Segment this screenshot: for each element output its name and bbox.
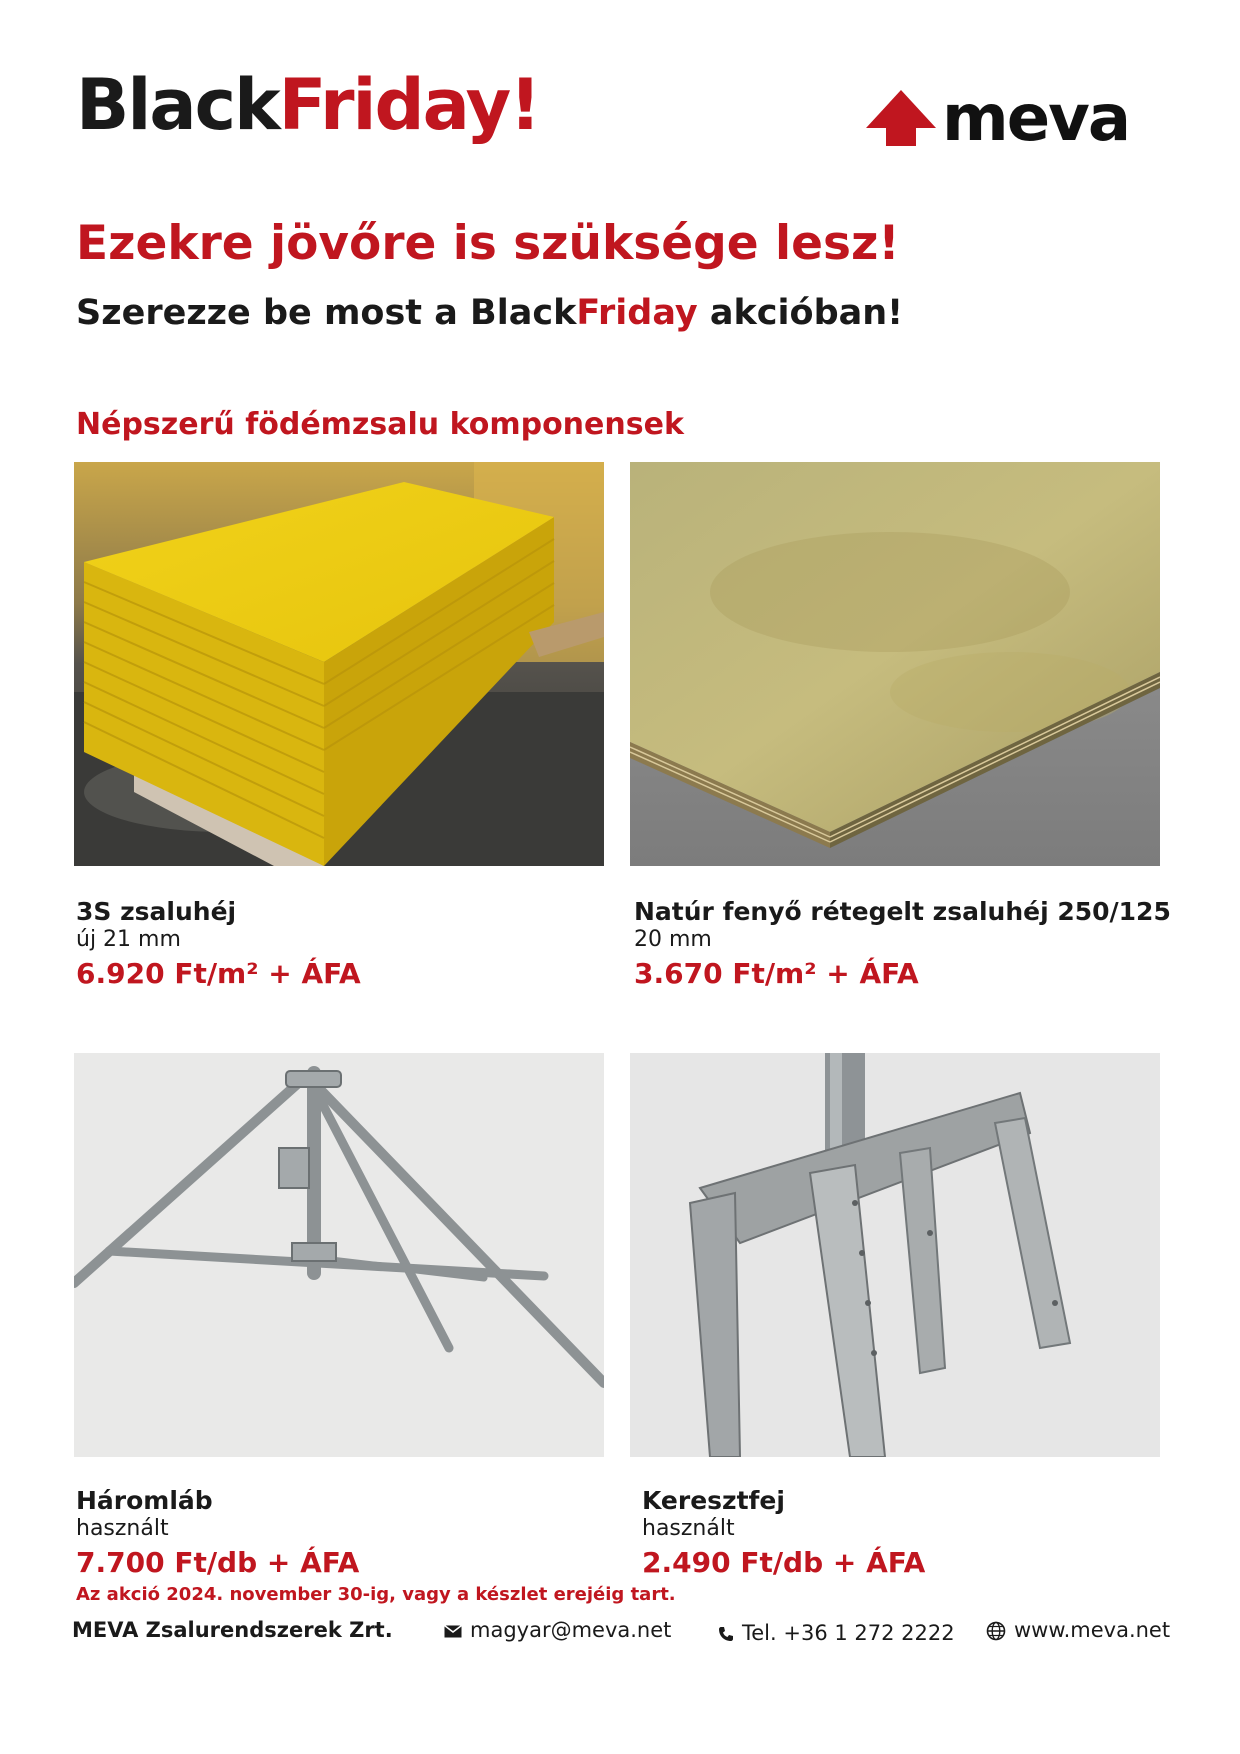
footer-phone[interactable] xyxy=(718,1620,955,1647)
section-title: Népszerű födémzsalu komponensek xyxy=(76,407,684,442)
product-name: Keresztfej xyxy=(642,1486,785,1515)
footer-phone-text: Tel. +36 1 272 2222 xyxy=(742,1621,955,1645)
product-card-3s-zsaluhej xyxy=(76,897,361,991)
subline-red: Friday xyxy=(576,293,698,333)
subline-black: Black xyxy=(470,293,577,333)
product-card-keresztfej xyxy=(642,1486,925,1580)
footer-company: MEVA Zsalurendszerek Zrt. xyxy=(72,1618,393,1642)
globe-icon xyxy=(986,1621,1006,1641)
footer-email[interactable] xyxy=(444,1617,671,1644)
title-red-part: Friday! xyxy=(278,64,540,146)
footer-email-text: magyar@meva.net xyxy=(470,1618,672,1642)
headline: Ezekre jövőre is szüksége lesz! xyxy=(76,216,900,271)
product-desc: 20 mm xyxy=(634,927,712,952)
product-price: 6.920 Ft/m² + ÁFA xyxy=(76,957,361,991)
product-name: 3S zsaluhéj xyxy=(76,897,237,926)
product-card-natur-fenyo xyxy=(634,897,1171,991)
product-image-haromlab xyxy=(74,1053,604,1457)
product-name: Háromláb xyxy=(76,1486,213,1515)
triangle-arrow-logo-icon xyxy=(866,88,1166,148)
logo-text: meva xyxy=(942,88,1129,148)
product-card-haromlab xyxy=(76,1486,359,1580)
subline-after: akcióban! xyxy=(697,293,904,333)
subline xyxy=(76,294,903,333)
meva-logo xyxy=(866,88,1166,148)
footer-web-text: www.meva.net xyxy=(1014,1618,1171,1642)
promotion-note: Az akció 2024. november 30-ig, vagy a készlet erejéig tart. xyxy=(76,1584,676,1605)
product-desc: használt xyxy=(642,1516,735,1541)
product-image-keresztfej xyxy=(630,1053,1160,1457)
footer-web[interactable] xyxy=(986,1617,1170,1644)
black-friday-title xyxy=(76,64,540,146)
product-image-3s-zsaluhej xyxy=(74,462,604,866)
product-name: Natúr fenyő rétegelt zsaluhéj 250/125 xyxy=(634,897,1171,926)
product-price: 2.490 Ft/db + ÁFA xyxy=(642,1546,926,1580)
title-black-part: Black xyxy=(76,64,279,146)
product-image-natur-fenyo-zsaluhej xyxy=(630,462,1160,866)
product-desc: új 21 mm xyxy=(76,927,181,952)
phone-icon xyxy=(718,1626,734,1642)
envelope-icon xyxy=(444,1625,462,1638)
product-desc: használt xyxy=(76,1516,169,1541)
subline-before: Szerezze be most a xyxy=(76,293,471,333)
product-price: 7.700 Ft/db + ÁFA xyxy=(76,1546,360,1580)
product-price: 3.670 Ft/m² + ÁFA xyxy=(634,957,919,991)
